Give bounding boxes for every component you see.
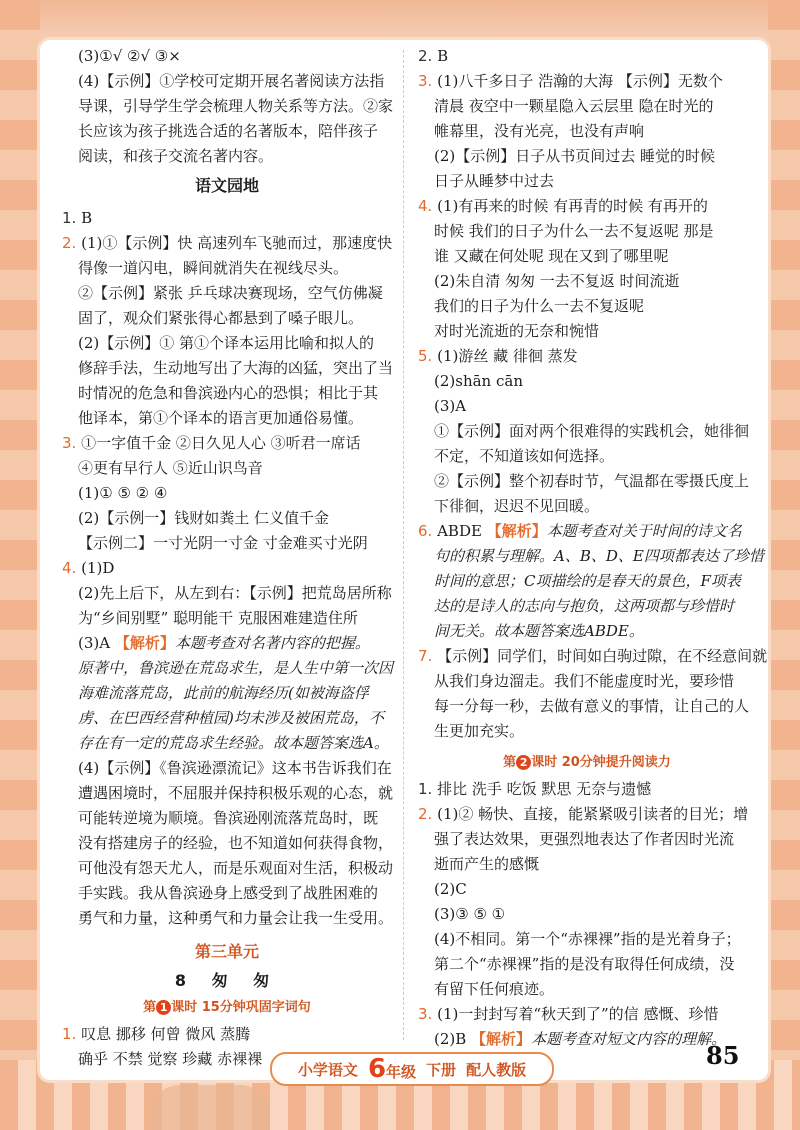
text-line: 帷幕里，没有光亮，也没有声响 [434,122,645,140]
section-title: 语文园地 [194,176,259,195]
question-number: 2. [62,234,77,252]
footer-grade-suffix: 年级 [386,1063,417,1081]
text-line: 勇气和力量，这种勇气和力量会让我一生受用。 [78,909,394,927]
text-line: 遭遇困境时，不屈服并保持积极乐观的心态，就 [78,784,394,802]
page-border-right [768,0,800,1130]
text-line: ①【示例】面对两个很难得的实践机会，她徘徊 [434,422,750,440]
text-line: 确乎 不禁 觉察 珍藏 赤裸裸 [78,1050,263,1068]
answer-text: ①一字值千金 ②日久见人心 ③听君一席话 [81,434,361,452]
analysis-text: 本题考查对短文内容的理解。 [531,1030,727,1048]
hand-shadow [150,1085,270,1130]
question-number: 6. [418,522,433,540]
page-number: 85 [706,1041,740,1070]
question-number: 7. [418,647,433,665]
footer-grade: 6 [367,1054,387,1084]
text-line: 第二个“赤裸裸”指的是没有取得任何成绩，没 [434,955,735,973]
text-line: 可他没有怨天尤人，而是乐观面对生活，积极动 [78,859,394,877]
text-line: 清晨 夜空中一颗星隐入云层里 隐在时光的 [434,97,714,115]
question-number: 1. [62,209,77,227]
page-border-left [0,0,40,1130]
answer-text: 叹息 挪移 何曾 微风 蒸腾 [81,1025,251,1043]
text-line: 谁 又藏在何处呢 现在又到了哪里呢 [434,247,669,265]
answer-text: (1)八千多日子 浩瀚的大海 【示例】无数个 [437,72,723,90]
analysis-line: 存在有一定的荒岛求生经验。故本题答案选A。 [78,734,389,752]
period-heading: 第 1 课时 15分钟巩固字词句 [143,1000,311,1015]
text-line: 从我们身边溜走。我们不能虚度时光，要珍惜 [434,672,735,690]
text-line: ④更有早行人 ⑤近山识鸟音 [78,459,263,477]
answer-text: (1)有再来的时候 有再青的时候 有再开的 [437,197,708,215]
text-line: (1)① ⑤ ② ④ [78,484,168,502]
footer-banner [270,1052,554,1086]
text-line: (2)shān cān [434,372,523,390]
text-line: (3)A [434,397,467,415]
answer-choice: ABDE [437,522,487,540]
text-line: 固了，观众们紧张得心都悬到了嗓子眼儿。 [78,309,364,327]
text-line: 时情况的危急和鲁滨逊内心的恐惧；相比于其 [78,384,379,402]
analysis-tag: 【解析】 [486,522,547,540]
analysis-line: 原著中，鲁滨逊在荒岛求生，是人生中第一次因 [78,659,394,677]
text-line: (2)【示例】日子从书页间过去 睡觉的时候 [434,147,716,165]
text-line: 我们的日子为什么一去不复返呢 [434,297,645,315]
question-number: 3. [418,72,433,90]
text-line: 他译本，第①个译本的语言更加通俗易懂。 [78,409,364,427]
text-line: 生更加充实。 [434,722,525,740]
question-number: 1. [62,1025,77,1043]
analysis-line: 虏、在巴西经营种植园)均未涉及被困荒岛，不 [78,709,384,727]
answer-text: (1)D [81,559,115,577]
right-column [418,44,768,1052]
period-heading: 第 2 课时 20分钟提升阅读力 [503,755,671,770]
text-line: (2)先上后下，从左到右：【示例】把荒岛居所称 [78,584,392,602]
text-line: (3)①√ ②√ ③× [78,47,181,65]
footer-edition: 配人教版 [466,1060,527,1079]
text-line: (3)③ ⑤ ① [434,905,506,923]
footer-term: 下册 [426,1060,457,1079]
period-number-badge: 1 [156,1000,171,1015]
unit-title: 第三单元 [194,942,259,961]
question-number: 3. [62,434,77,452]
text-line: (4)不相同。第一个“赤裸裸”指的是光着身子； [434,930,741,948]
left-column [62,44,392,1072]
analysis-line: 达的是诗人的志向与抱负，这两项都与珍惜时 [434,597,735,615]
text-line: 长应该为孩子挑选合适的名著版本，陪伴孩子 [78,122,379,140]
question-number: 4. [62,559,77,577]
answer-choice: (3)A [78,634,115,652]
text-line: 不定，不知道该如何选择。 [434,447,615,465]
text-line: 可能转逆境为顺境。鲁滨逊刚流落荒岛时，既 [78,809,379,827]
question-number: 5. [418,347,433,365]
text-line: 阅读，和孩子交流名著内容。 [78,147,274,165]
text-line: 导课，引导学生学会梳理人物关系等方法。②家 [78,97,394,115]
page-border-top [0,0,800,40]
answer-text: (1)①【示例】快 高速列车飞驰而过，那速度快 [81,234,393,252]
lesson-title: 8 匆 匆 [174,971,280,990]
answer-text: (1)游丝 藏 徘徊 蒸发 [437,347,578,365]
analysis-line: 句的积累与理解。A、B、D、E四项都表达了珍惜 [434,547,764,565]
answer-text: (1)一封封写着“秋天到了”的信 感慨、珍惜 [437,1005,719,1023]
text-line: (2)C [434,880,467,898]
text-line: ②【示例】紧张 乒乓球决赛现场，空气仿佛凝 [78,284,383,302]
analysis-line: 时间的意思；C项描绘的是春天的景色，F项表 [434,572,741,590]
analysis-text: 本题考查对关于时间的诗文名 [546,522,742,540]
text-line: 得像一道闪电，瞬间就消失在视线尽头。 [78,259,349,277]
answer-text: 排比 洗手 吃饭 默思 无奈与遗憾 [437,780,652,798]
text-line: 下徘徊，迟迟不见回暖。 [434,497,600,515]
text-line: 对时光流逝的无奈和惋惜 [434,322,600,340]
text-line: (4)【示例】①学校可定期开展名著阅读方法指 [78,72,385,90]
question-number: 2. [418,805,433,823]
text-line: 逝而产生的感慨 [434,855,540,873]
text-line: 时候 我们的日子为什么一去不复返呢 那是 [434,222,714,240]
analysis-line: 海难流落荒岛，此前的航海经历(如被海盗俘 [78,684,369,702]
period-number-badge: 2 [516,755,531,770]
text-line: 修辞手法，生动地写出了大海的凶猛，突出了当 [78,359,394,377]
question-number: 2. [418,47,433,65]
text-line: 【示例二】一寸光阴一寸金 寸金难买寸光阴 [78,534,368,552]
answer-text: B [81,209,93,227]
answer-text: 【示例】同学们，时间如白驹过隙，在不经意间就 [437,647,768,665]
text-line: 每一分每一秒，去做有意义的事情，让自己的人 [434,697,750,715]
column-divider [403,50,404,1040]
text-line: (2)朱自清 匆匆 一去不复返 时间流逝 [434,272,680,290]
text-line: (4)【示例】《鲁滨逊漂流记》这本书告诉我们在 [78,759,392,777]
answer-choice: (2)B [434,1030,472,1048]
text-line: 手实践。我从鲁滨逊身上感受到了战胜困难的 [78,884,379,902]
text-line: (2)【示例】① 第①个译本运用比喻和拟人的 [78,334,375,352]
answer-text: B [437,47,449,65]
text-line: 强了表达效果，更强烈地表达了作者因时光流 [434,830,735,848]
question-number: 4. [418,197,433,215]
question-number: 3. [418,1005,433,1023]
text-line: 有留下任何痕迹。 [434,980,555,998]
footer-subject: 小学语文 [297,1060,358,1079]
text-line: (2)【示例一】钱财如粪土 仁义值千金 [78,509,330,527]
question-number: 1. [418,780,433,798]
text-line: ②【示例】整个初春时节，气温都在零摄氏度上 [434,472,750,490]
answer-text: (1)② 畅快、直接，能紧紧吸引读者的目光；增 [437,805,749,823]
analysis-line: 间无关。故本题答案选ABDE。 [434,622,644,640]
analysis-text: 本题考查对名著内容的把握。 [174,634,370,652]
analysis-tag: 【解析】 [114,634,175,652]
text-line: 日子从睡梦中过去 [434,172,555,190]
analysis-tag: 【解析】 [471,1030,532,1048]
text-line: 没有搭建房子的经验，也不知道如何获得食物， [78,834,394,852]
text-line: 为“乡间别墅” 聪明能干 克服困难建造住所 [78,609,358,627]
